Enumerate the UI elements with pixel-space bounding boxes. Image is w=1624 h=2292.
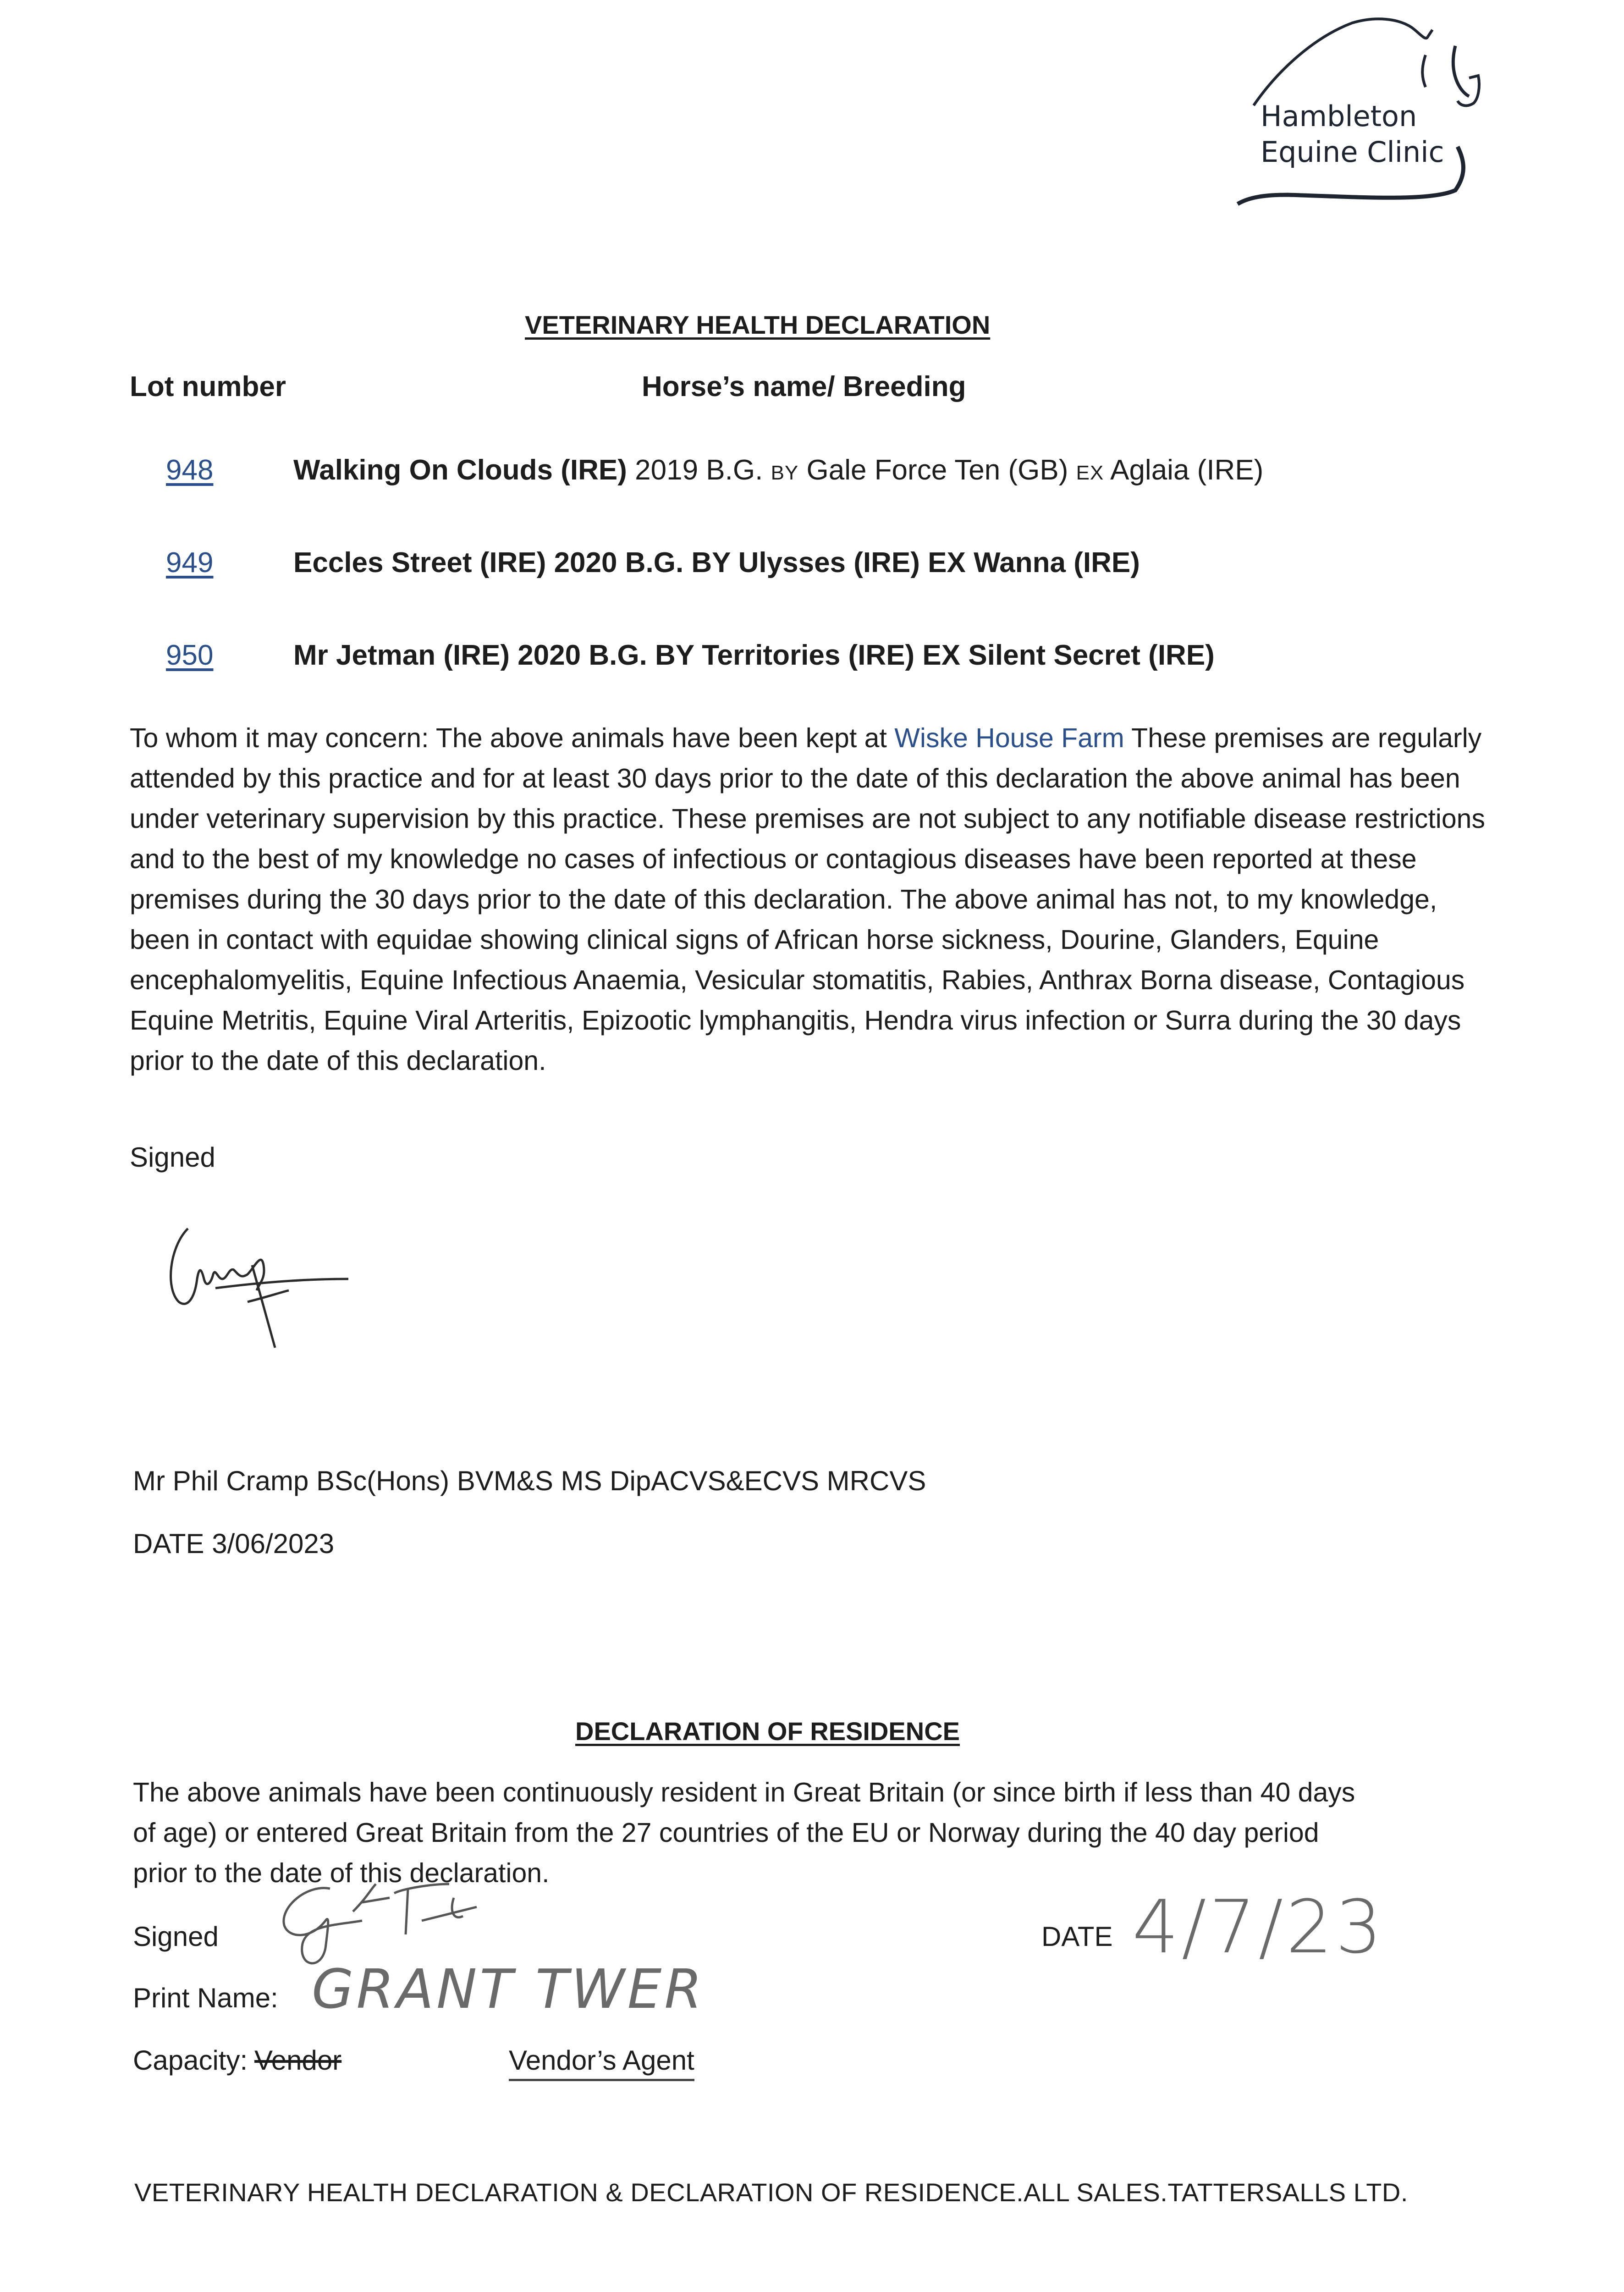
lot-number: 949 [166, 547, 214, 579]
horse-sire: Gale Force Ten (GB) [806, 454, 1068, 486]
column-header-horse: Horse’s name/ Breeding [642, 371, 966, 402]
residence-body: The above animals have been continuously resident in Great Britain (or since birth if less than 40 days of age) or entered Great Britain from the 27 countries of the EU or Norway during the 40 day period prior to the date of this declaration. [133, 1777, 1355, 1888]
declaration-body [130, 718, 1486, 1081]
print-name-handwritten: GRANT TWER [312, 1957, 705, 2021]
signed-label: Signed [130, 1142, 215, 1173]
logo-line-2: Equine Clinic [1261, 135, 1444, 169]
residence-date-handwritten: 4/7/23 [1132, 1884, 1385, 1970]
column-header-lot: Lot number [130, 371, 286, 402]
horse-year-sex: 2019 B.G. [635, 454, 763, 486]
vet-date: DATE 3/06/2023 [133, 1528, 335, 1559]
horse-name: Walking On Clouds (IRE) [293, 454, 627, 486]
capacity-value: Vendor’s Agent [509, 2044, 694, 2081]
by-label: BY [771, 462, 799, 484]
footer-text: VETERINARY HEALTH DECLARATION & DECLARATION OF RESIDENCE.ALL SALES.TATTERSALLS LTD. [134, 2178, 1408, 2207]
lot-number: 950 [166, 639, 214, 671]
residence-title: DECLARATION OF RESIDENCE [575, 1717, 960, 1746]
print-name-label: Print Name: [133, 1983, 278, 2013]
body-lead: To whom it may concern: The above animals have been kept at [130, 723, 887, 753]
ex-label: EX [1076, 462, 1104, 484]
logo-line-1: Hambleton [1261, 99, 1417, 133]
vet-declaration-title: VETERINARY HEALTH DECLARATION [525, 310, 991, 339]
capacity-struck: Vendor [254, 2045, 342, 2076]
horse-entry: Eccles Street (IRE) 2020 B.G. BY Ulysses (IRE) EX Wanna (IRE) [293, 547, 1140, 579]
lot-number: 948 [166, 454, 214, 486]
vet-name: Mr Phil Cramp BSc(Hons) BVM&S MS DipACVS&ECVS MRCVS [133, 1466, 926, 1496]
residence-signed-label: Signed [133, 1921, 219, 1952]
vet-signature [160, 1210, 371, 1361]
body-rest: These premises are regularly attended by this practice and for at least 30 days prior to the date of this declaration the above animal has been under veterinary supervision by this practice. These premises are not subject to any notifiable disease restrictions and to the best of my knowledge no cases of infectious or contagious diseases have been reported at these premises during the 30 days prior to the date of this declaration. The above animal has not, to my knowledge, been in contact with equidae showing clinical signs of African horse sickness, Dourine, Glanders, Equine encephalomyelitis, Equine Infectious Anaemia, Vesicular stomatitis, Rabies, Anthrax Borna disease, Contagious Equine Metritis, Equine Viral Arteritis, Epizootic lymphangitis, Hendra virus infection or Surra during the 30 days prior to the date of this declaration. [130, 723, 1485, 1076]
horse-entry [293, 454, 1263, 486]
horse-entry: Mr Jetman (IRE) 2020 B.G. BY Territories (IRE) EX Silent Secret (IRE) [293, 639, 1215, 671]
clinic-logo [1210, 9, 1540, 206]
horse-dam: Aglaia (IRE) [1110, 454, 1264, 486]
residence-date-label: DATE [1041, 1921, 1113, 1952]
capacity-label: Capacity: [133, 2045, 248, 2076]
farm-name: Wiske House Farm [894, 723, 1124, 753]
